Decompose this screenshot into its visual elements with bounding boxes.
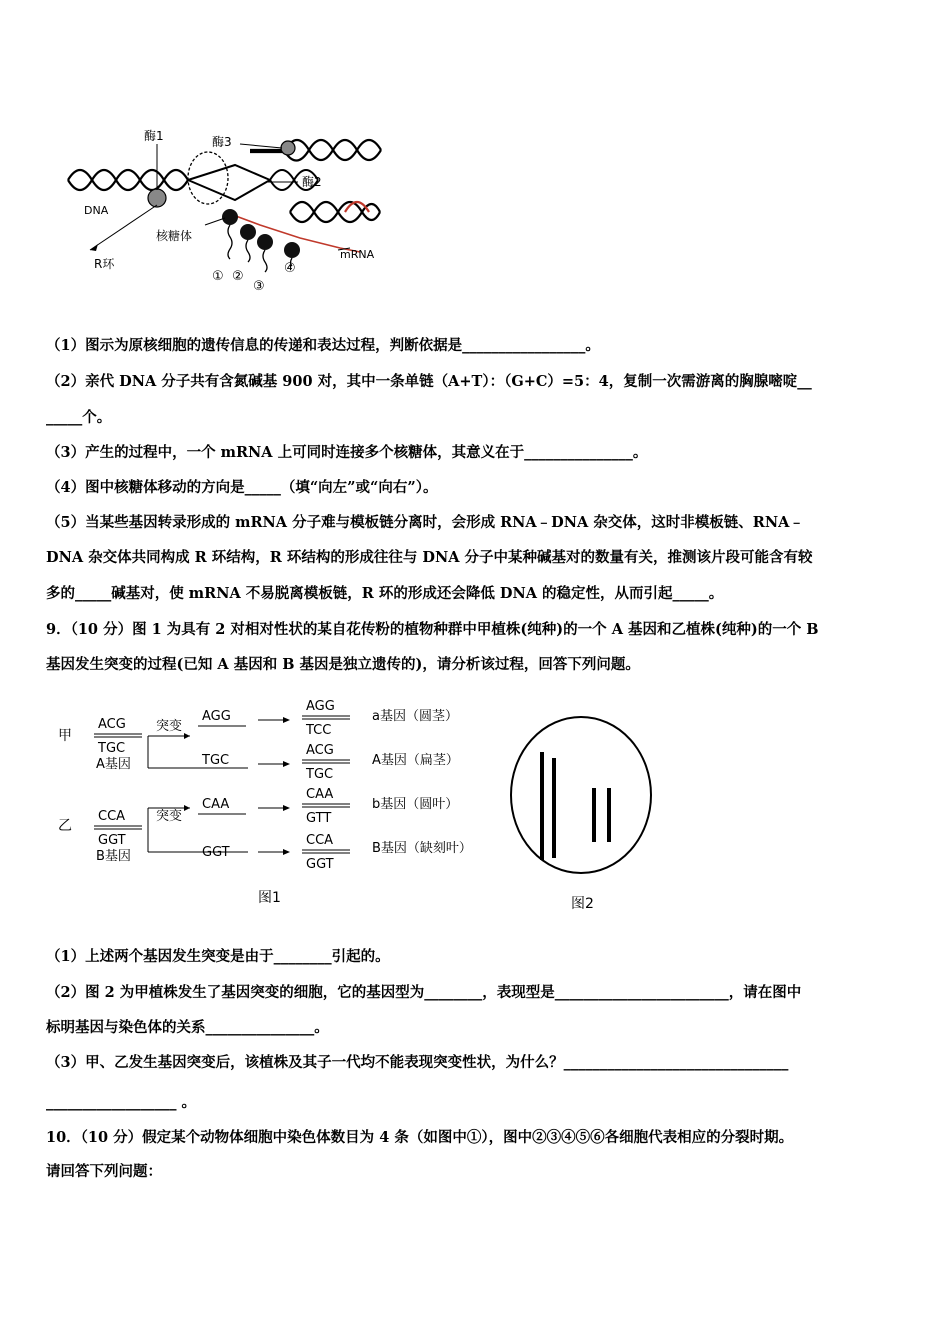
r1-top: AGG <box>306 699 335 714</box>
r2-bottom: TGC <box>306 767 334 782</box>
gene-mutation-diagram <box>50 690 570 910</box>
r4-bottom: GGT <box>306 857 334 872</box>
label-rloop: R环 <box>94 257 115 271</box>
label-mrna: mRNA <box>340 248 375 261</box>
r4-single: GGT <box>202 845 230 860</box>
label-yi: 乙 <box>58 818 72 834</box>
r2-label: A基因（扁茎） <box>372 753 459 768</box>
label-n4: ④ <box>284 261 296 276</box>
r1-single: AGG <box>202 709 231 724</box>
q8-part2b: _____个。 <box>46 409 112 426</box>
q9-intro-b: 基因发生突变的过程(已知 A 基因和 B 基因是独立遗传的)，请分析该过程，回答下列问题。 <box>46 656 640 673</box>
q8-part1: （1）图示为原核细胞的遗传信息的传递和表达过程，判断依据是_________________。 <box>46 337 600 354</box>
q9-part2a: （2）图 2 为甲植株发生了基因突变的细胞，它的基因型为________，表现型是________________________，请在图中 <box>46 984 802 1001</box>
cell-chromosome-diagram <box>505 710 660 920</box>
r1-bottom: TCC <box>306 723 332 738</box>
mutation-label-jia: 突变 <box>156 719 183 734</box>
q9-intro-a: 9．（10 分）图 1 为具有 2 对相对性状的某自花传粉的植物种群中甲植株(纯种)的一个 A 基因和乙植株(纯种)的一个 B <box>46 621 819 638</box>
label-n1: ① <box>212 269 224 284</box>
jia-bottom: TGC <box>98 741 126 756</box>
label-n3: ③ <box>253 279 265 294</box>
r2-top: ACG <box>306 743 334 758</box>
r4-label: B基因（缺刻叶） <box>372 841 472 856</box>
dna-helix-left <box>68 170 188 190</box>
r3-label: b基因（圆叶） <box>372 797 459 812</box>
q10-intro-b: 请回答下列问题： <box>46 1163 162 1180</box>
transcription-diagram <box>60 120 390 300</box>
q9-part3a: （3）甲、乙发生基因突变后，该植株及其子一代均不能表现突变性状，为什么？_______________________________ <box>46 1054 789 1071</box>
q8-part5b: DNA 杂交体共同构成 R 环结构，R 环结构的形成往往与 DNA 分子中某种碱基对的数量有关，推测该片段可能含有较 <box>46 549 813 566</box>
fig2-caption: 图2 <box>571 896 594 912</box>
dna-bubble <box>188 165 318 200</box>
r4-top: CCA <box>306 833 334 848</box>
r3-bottom: GTT <box>306 811 332 826</box>
enzyme-blob <box>281 141 295 155</box>
fig1-caption: 图1 <box>258 890 281 906</box>
label-n2: ② <box>232 269 244 284</box>
label-dna: DNA <box>84 204 109 217</box>
dna-helix-lower-right <box>290 202 380 222</box>
mutation-label-yi: 突变 <box>156 809 183 824</box>
q9-part3b: __________________ 。 <box>46 1094 197 1111</box>
label-enzyme3: 酶3 <box>212 135 232 149</box>
q8-part5c: 多的_____碱基对，使 mRNA 不易脱离模板链，R 环的形成还会降低 DNA 的稳定性，从而引起_____。 <box>46 585 724 602</box>
r2-single: TGC <box>202 753 230 768</box>
yi-top: CCA <box>98 809 126 824</box>
label-enzyme2: 酶2 <box>302 175 322 189</box>
cell-outline <box>511 717 651 873</box>
r3-single: CAA <box>202 797 230 812</box>
r3-top: CAA <box>306 787 334 802</box>
dna-helix-upper-right <box>250 140 381 161</box>
q8-part4: （4）图中核糖体移动的方向是_____（填“向左”或“向右”）。 <box>46 479 438 496</box>
yi-gene: B基因 <box>96 849 131 864</box>
jia-top: ACG <box>98 717 126 732</box>
label-ribosome: 核糖体 <box>156 229 193 243</box>
enzyme-blob <box>148 189 166 207</box>
q8-part3: （3）产生的过程中，一个 mRNA 上可同时连接多个核糖体，其意义在于_______________。 <box>46 444 648 461</box>
jia-gene: A基因 <box>96 757 131 772</box>
q8-part5a: （5）当某些基因转录形成的 mRNA 分子难与模板链分离时，会形成 RNA﹣DNA 杂交体，这时非模板链、RNA﹣ <box>46 514 804 531</box>
label-jia: 甲 <box>58 728 72 744</box>
q9-part1: （1）上述两个基因发生突变是由于________引起的。 <box>46 948 390 965</box>
yi-bottom: GGT <box>98 833 126 848</box>
r1-label: a基因（圆茎） <box>372 709 458 724</box>
label-enzyme1: 酶1 <box>144 129 164 143</box>
q9-part2b: 标明基因与染色体的关系_______________。 <box>46 1019 329 1036</box>
q8-part2a: （2）亲代 DNA 分子共有含氮碱基 900 对，其中一条单链（A+T）：（G+C）=5：4，复制一次需游离的胸腺嘧啶__ <box>46 373 812 390</box>
q10-intro-a: 10．（10 分）假定某个动物体细胞中染色体数目为 4 条（如图中①），图中②③④⑤⑥各细胞代表相应的分裂时期。 <box>46 1129 794 1146</box>
